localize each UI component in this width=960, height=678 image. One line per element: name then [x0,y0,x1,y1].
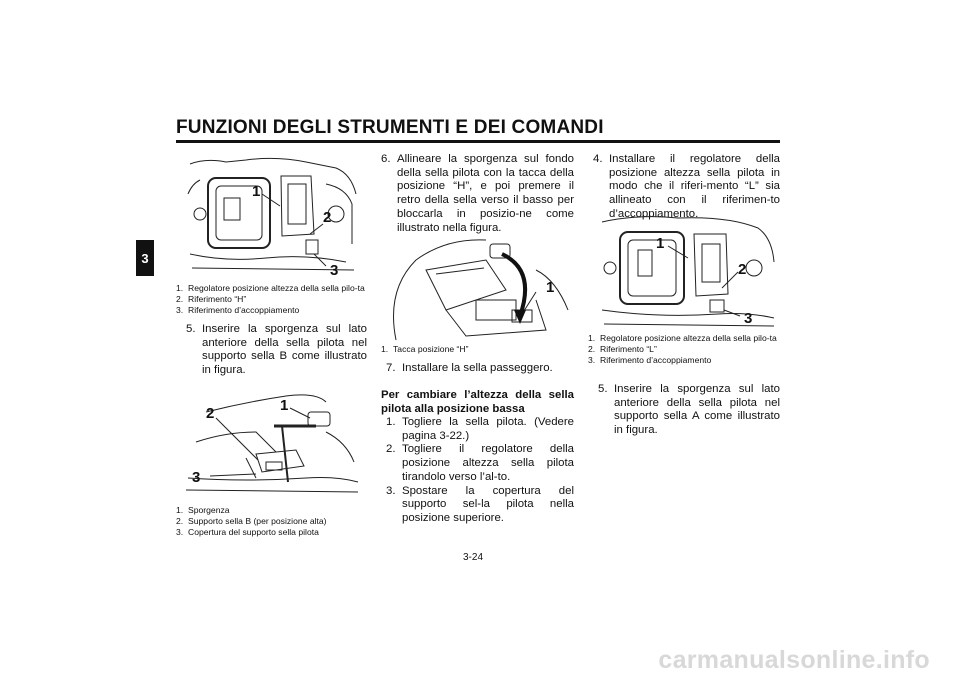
figure-3-h-position-notch [386,230,572,342]
figure-2-callout-3: 3 [192,469,201,486]
figure-1-caption: 1. Regolatore posizione altezza della sella pilo-ta 2. Riferimento “H” 3. Riferimento d’accoppiamento [176,283,365,316]
watermark: carmanualsonline.info [658,646,930,674]
col2-step-7: 7. Installare la sella passeggero. [386,362,553,374]
figure-4-callout-3: 3 [744,310,753,327]
figure-4-callout-1: 1 [656,235,665,252]
title-rule [176,140,780,143]
figure-2-callout-1: 1 [280,397,289,414]
figure-4-caption: 1. Regolatore posizione altezza della sella pilo-ta 2. Riferimento “L” 3. Riferimento d’accoppiamento [588,333,777,366]
figure-2-callout-2: 2 [206,405,215,422]
page-title: FUNZIONI DEGLI STRUMENTI E DEI COMANDI [176,117,604,138]
figure-2-caption: 1. Sporgenza 2. Supporto sella B (per posizione alta) 3. Copertura del supporto sella pilota [176,505,327,538]
col2-steps [386,416,574,526]
col2-step-1: 1. Togliere la sella pilota. (Vedere pagina 3-22.) [386,416,574,442]
figure-1-callout-3: 3 [330,262,339,278]
col2-step-6: 6. Allineare la sporgenza sul fondo della sella pilota con la tacca della posizione “H”, e poi premere il retro della sella verso il basso per bloccarla in posizio-ne come illustrato nella figura. [381,153,574,234]
section-heading: Per cambiare l’altezza della sella pilota alla posizione bassa [381,389,574,415]
figure-3-caption: 1. Tacca posizione “H” [381,344,469,354]
figure-1-callout-2: 2 [323,209,332,226]
col3-step-4: 4. Installare il regolatore della posizione altezza sella pilota in modo che il riferi-mento “L” sia allineato con il riferimen-to d’accoppiamento. [593,153,780,220]
figure-1-height-adjuster-h [186,154,360,278]
figure-3-callout-1: 1 [546,279,555,296]
col2-step-3: 3. Spostare la copertura del supporto sel-la pilota nella posizione superiore. [386,484,574,524]
figure-4-callout-2: 2 [738,261,747,278]
col1-step-5: 5. Inserire la sporgenza sul lato anteriore della sella pilota nel supporto sella B come illustrato in figura. [186,323,367,377]
page-number: 3-24 [463,552,484,563]
col2-step-2: 2. Togliere il regolatore della posizione altezza sella pilota tirandolo verso l’al-to. [386,443,574,483]
col3-step-5: 5. Inserire la sporgenza sul lato anteriore della sella pilota nel supporto sella A come illustrato in figura. [598,383,780,437]
figure-2-seat-bracket-b [186,382,360,500]
figure-1-callout-1: 1 [252,183,261,200]
figure-4-height-adjuster-l [598,212,778,330]
chapter-tab: 3 [136,240,154,276]
